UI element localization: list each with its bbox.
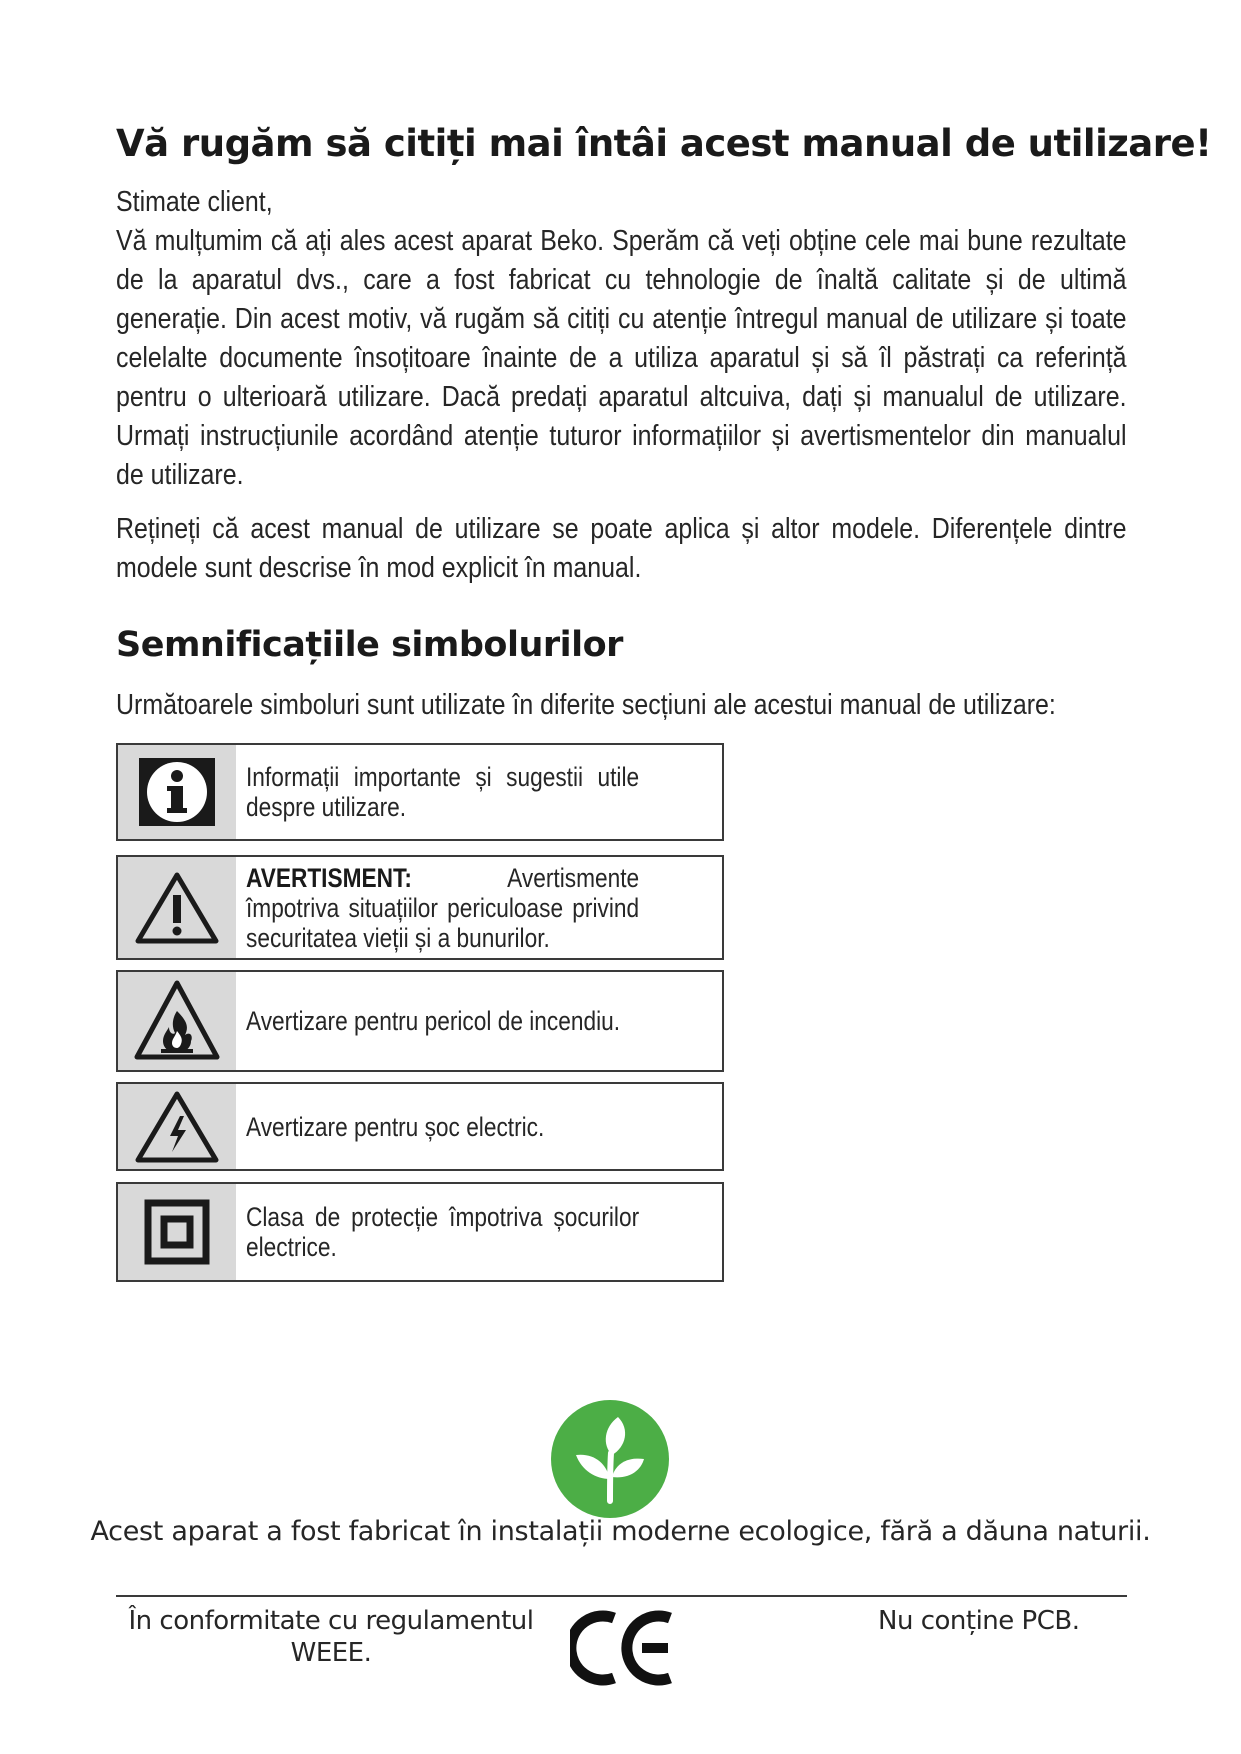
symbol-protection-class-text: Clasa de protecție împotriva șocurilor electrice.: [246, 1202, 640, 1262]
symbol-warning-text: Avertismente împotriva situațiilor periculoase privind securitatea vieții și a bunurilor.: [246, 862, 640, 953]
symbols-heading: Semnificațiile simbolurilor: [116, 625, 623, 665]
eco-statement: Acest aparat a fost fabricat în instalații moderne ecologice, fără a dăuna naturii.: [90, 1516, 1151, 1547]
intro-paragraph: Vă mulțumim că ați ales acest aparat Beko. Sperăm că veți obține cele mai bune rezultate de la aparatul dvs., care a fost fabricat cu tehnologie de înaltă calitate și de ultimă generație. Din acest motiv, vă rugăm să citiți cu atenție întregul manual de utilizare și toate celelalte documente însoțitoare înainte de a utiliza aparatul și să îl păstrați ca referință pentru o ulterioară utilizare. Dacă predați aparatul altcuiva, dați și manualul de utilizare. Urmați instrucțiunile acordând atenție tuturor informațiilor și avertismentelor din manualul de utilizare.: [116, 225, 1127, 491]
page-title: Vă rugăm să citiți mai întâi acest manual de utilizare!: [116, 122, 1212, 165]
info-icon: [118, 745, 236, 839]
footer-divider: [116, 1595, 1127, 1597]
fire-hazard-icon: [118, 972, 236, 1070]
symbol-fire-text: Avertizare pentru pericol de incendiu.: [246, 1006, 621, 1036]
symbols-intro: Următoarele simboluri sunt utilizate în diferite secțiuni ale acestui manual de utilizare:: [116, 689, 1056, 721]
warning-label: AVERTISMENT:: [246, 862, 412, 893]
protection-class-icon: [118, 1184, 236, 1280]
salutation: Stimate client,: [116, 186, 273, 218]
electric-shock-icon: [118, 1084, 236, 1169]
symbol-row-protection-class: [116, 1182, 724, 1282]
note-paragraph: Rețineți că acest manual de utilizare se poate aplica și altor modele. Diferențele dintre modele sunt descrise în mod explicit în manual.: [116, 513, 1127, 584]
symbol-row-shock: [116, 1082, 724, 1171]
warning-icon: [118, 857, 236, 958]
symbol-info-text: Informații importante și sugestii utile despre utilizare.: [246, 762, 640, 822]
pcb-statement: Nu conține PCB.: [878, 1606, 1080, 1636]
symbol-row-fire: [116, 970, 724, 1072]
symbol-shock-text: Avertizare pentru șoc electric.: [246, 1111, 545, 1142]
symbol-row-warning: [116, 855, 724, 960]
symbol-row-info: [116, 743, 724, 841]
weee-compliance: În conformitate cu regulamentul WEEE.: [128, 1606, 534, 1668]
ce-mark-icon: [570, 1608, 680, 1688]
leaf-icon: [551, 1400, 669, 1518]
